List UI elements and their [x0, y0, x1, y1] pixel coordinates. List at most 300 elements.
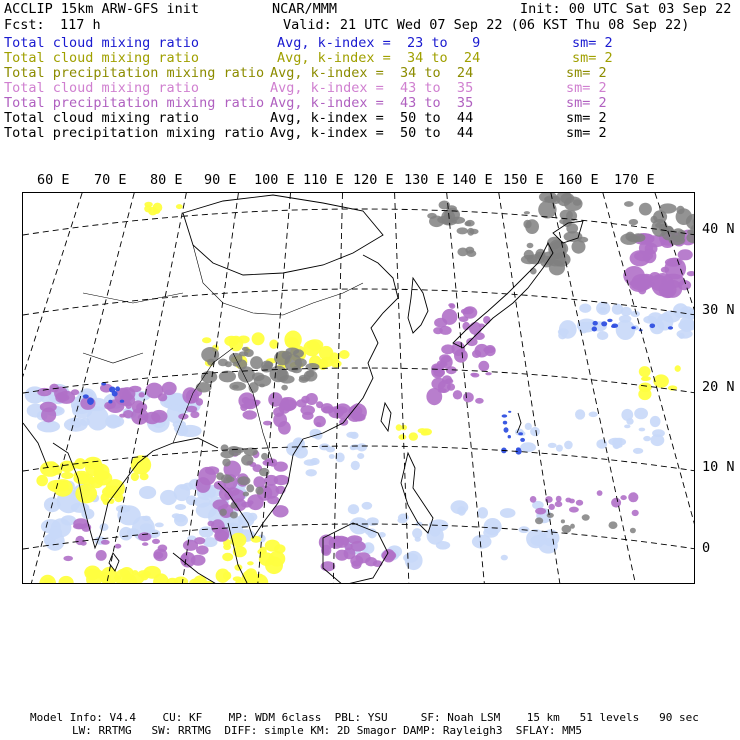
- legend-field: Total cloud mixing ratio: [4, 50, 200, 66]
- upper-cloud-region: [632, 510, 639, 516]
- low-cloud-region: [634, 408, 648, 420]
- low-cloud-region: [612, 304, 623, 315]
- high-cloud-region: [582, 514, 590, 520]
- upper-cloud-region: [162, 382, 177, 395]
- legend-avg: Avg, k-index = 50 to 44: [270, 125, 474, 141]
- low-cloud-core: [607, 319, 612, 322]
- high-cloud-region: [441, 210, 455, 225]
- mid-cloud-region: [639, 366, 651, 377]
- high-cloud-region: [241, 455, 253, 466]
- upper-cloud-region: [138, 532, 151, 541]
- legend-avg: Avg, k-index = 43 to 35: [270, 80, 474, 96]
- mid-cloud-region: [222, 553, 233, 561]
- upper-cloud-region: [483, 316, 490, 324]
- latitude-line: [23, 209, 695, 235]
- map-panel: [22, 192, 695, 584]
- legend-field: Total precipitation mixing ratio: [4, 65, 265, 81]
- mid-cloud-region: [91, 477, 104, 488]
- upper-cloud-region: [448, 303, 454, 307]
- upper-cloud-region: [535, 508, 546, 515]
- mid-cloud-region: [61, 472, 73, 479]
- low-cloud-region: [155, 523, 164, 528]
- low-cloud-region: [633, 448, 643, 454]
- high-cloud-region: [535, 517, 543, 524]
- upper-cloud-region: [142, 542, 148, 546]
- model-info-line2: LW: RRTMG SW: RRTMG DIFF: simple KM: 2D Smagor DAMP: Rayleigh3 SFLAY: MM5: [72, 724, 582, 737]
- low-cloud-region: [621, 409, 633, 421]
- coastline: [408, 278, 428, 333]
- legend-field: Total cloud mixing ratio: [4, 35, 200, 51]
- low-cloud-region: [613, 443, 623, 448]
- mid-cloud-region: [137, 570, 150, 578]
- high-cloud-region: [216, 472, 224, 480]
- mid-cloud-region: [320, 364, 326, 370]
- low-cloud-core: [508, 411, 511, 413]
- upper-cloud-region: [352, 413, 365, 421]
- low-cloud-region: [174, 425, 188, 433]
- upper-cloud-region: [190, 411, 199, 418]
- high-cloud-region: [624, 201, 634, 207]
- high-cloud-region: [653, 210, 667, 223]
- legend-field: Total precipitation mixing ratio: [4, 125, 265, 141]
- upper-cloud-region: [273, 407, 284, 417]
- low-cloud-core: [593, 321, 598, 326]
- longitude-label: 110 E: [303, 172, 344, 188]
- high-cloud-region: [220, 509, 227, 516]
- upper-cloud-region: [123, 410, 133, 418]
- low-cloud-region: [286, 442, 300, 456]
- legend-sm: sm= 2: [566, 95, 607, 111]
- mid-cloud-region: [216, 569, 230, 583]
- coastline: [183, 195, 383, 275]
- mid-cloud-region: [675, 365, 681, 372]
- low-cloud-core: [612, 324, 619, 328]
- low-cloud-region: [183, 483, 194, 491]
- low-cloud-core: [108, 400, 112, 404]
- upper-cloud-region: [569, 499, 575, 504]
- low-cloud-region: [598, 307, 607, 313]
- upper-cloud-region: [662, 280, 682, 298]
- upper-cloud-region: [80, 541, 86, 546]
- low-cloud-region: [367, 517, 379, 526]
- high-cloud-region: [625, 232, 634, 241]
- map-canvas: [23, 193, 695, 584]
- longitude-label: 90 E: [204, 172, 237, 188]
- low-cloud-region: [650, 416, 661, 427]
- mid-cloud-region: [252, 332, 265, 345]
- upper-cloud-region: [158, 393, 167, 401]
- upper-cloud-region: [453, 390, 462, 399]
- high-cloud-region: [196, 382, 212, 392]
- upper-cloud-region: [438, 380, 451, 393]
- low-cloud-core: [601, 321, 607, 326]
- mid-cloud-region: [284, 331, 301, 349]
- latitude-line: [23, 289, 695, 315]
- high-cloud-region: [469, 229, 478, 235]
- high-cloud-region: [465, 221, 472, 226]
- longitude-line: [551, 193, 636, 584]
- model-info-line1: Model Info: V4.4 CU: KF MP: WDM 6class PBL: YSU SF: Noah LSM 15 km 51 levels 90 sec: [30, 711, 699, 724]
- high-cloud-region: [232, 385, 239, 389]
- low-cloud-region: [310, 458, 320, 465]
- latitude-label: 20 N: [702, 379, 735, 395]
- high-cloud-region: [226, 477, 235, 482]
- mid-cloud-region: [653, 374, 669, 387]
- low-cloud-region: [579, 304, 591, 313]
- upper-cloud-region: [597, 490, 603, 496]
- mid-cloud-region: [409, 432, 418, 440]
- mid-cloud-region: [114, 493, 123, 502]
- legend-sm: sm= 2: [566, 110, 607, 126]
- mid-cloud-region: [265, 540, 280, 552]
- low-cloud-region: [484, 518, 502, 535]
- upper-cloud-region: [365, 557, 377, 566]
- upper-cloud-region: [631, 279, 652, 291]
- mid-cloud-region: [401, 425, 407, 431]
- mid-cloud-region: [84, 457, 101, 470]
- longitude-label: 60 E: [37, 172, 70, 188]
- mid-cloud-region: [193, 575, 207, 584]
- upper-cloud-region: [530, 496, 537, 503]
- low-cloud-region: [558, 331, 567, 339]
- valid-time: Valid: 21 UTC Wed 07 Sep 22 (06 KST Thu 08 Sep 22): [283, 17, 690, 33]
- low-cloud-core: [502, 414, 508, 417]
- high-cloud-region: [467, 250, 477, 257]
- legend-avg: Avg, k-index = 50 to 44: [270, 110, 474, 126]
- low-cloud-region: [564, 441, 573, 450]
- upper-cloud-region: [545, 496, 553, 503]
- high-cloud-region: [457, 227, 468, 234]
- upper-cloud-region: [347, 535, 362, 544]
- upper-cloud-region: [334, 403, 351, 419]
- upper-cloud-region: [37, 388, 51, 396]
- mid-cloud-region: [639, 383, 652, 393]
- mid-cloud-region: [641, 377, 649, 381]
- upper-cloud-region: [158, 545, 168, 552]
- mid-cloud-region: [247, 561, 254, 565]
- low-cloud-core: [87, 398, 94, 405]
- longitude-label: 140 E: [452, 172, 493, 188]
- upper-cloud-region: [152, 539, 160, 544]
- high-cloud-region: [521, 255, 538, 264]
- low-cloud-region: [651, 434, 665, 446]
- low-cloud-region: [306, 469, 317, 476]
- low-cloud-region: [457, 506, 466, 516]
- upper-cloud-region: [549, 504, 555, 510]
- longitude-label: 130 E: [404, 172, 445, 188]
- upper-cloud-region: [470, 373, 476, 377]
- low-cloud-region: [81, 509, 94, 520]
- mid-cloud-region: [339, 350, 350, 359]
- upper-cloud-region: [329, 536, 344, 549]
- upper-cloud-region: [306, 393, 318, 405]
- low-cloud-region: [597, 331, 608, 340]
- upper-cloud-region: [151, 410, 167, 423]
- high-cloud-region: [687, 230, 694, 235]
- low-cloud-region: [326, 446, 335, 452]
- upper-cloud-region: [125, 402, 132, 409]
- low-cloud-core: [83, 394, 89, 398]
- low-cloud-region: [501, 555, 508, 561]
- upper-cloud-region: [278, 421, 291, 435]
- high-cloud-region: [564, 197, 583, 212]
- low-cloud-core: [115, 386, 120, 391]
- longitude-label: 100 E: [254, 172, 295, 188]
- low-cloud-core: [503, 421, 507, 425]
- latitude-label: 40 N: [702, 221, 735, 237]
- legend-avg: Avg, k-index = 34 to 24: [277, 50, 481, 66]
- init-time: Init: 00 UTC Sat 03 Sep 22: [520, 1, 732, 17]
- longitude-label: 160 E: [558, 172, 599, 188]
- high-cloud-region: [299, 375, 311, 381]
- low-cloud-region: [362, 502, 373, 510]
- upper-cloud-region: [274, 462, 288, 472]
- upper-cloud-region: [576, 500, 583, 506]
- high-cloud-region: [630, 528, 636, 534]
- legend-sm: sm= 2: [572, 35, 613, 51]
- upper-cloud-region: [611, 498, 621, 508]
- high-cloud-region: [237, 476, 250, 485]
- high-cloud-region: [230, 512, 238, 519]
- longitude-label: 120 E: [353, 172, 394, 188]
- low-cloud-region: [49, 527, 62, 540]
- high-cloud-region: [524, 211, 530, 214]
- high-cloud-region: [222, 459, 230, 467]
- low-cloud-core: [631, 326, 636, 329]
- low-cloud-region: [525, 423, 532, 430]
- low-cloud-region: [351, 461, 360, 470]
- high-cloud-region: [281, 385, 288, 391]
- high-cloud-region: [242, 347, 249, 351]
- mid-cloud-region: [131, 455, 151, 474]
- upper-cloud-region: [284, 399, 297, 410]
- low-cloud-region: [624, 425, 630, 429]
- upper-cloud-region: [71, 389, 79, 395]
- upper-cloud-region: [73, 518, 89, 529]
- upper-cloud-region: [475, 398, 484, 404]
- upper-cloud-region: [351, 560, 361, 569]
- fcst-label: Fcst:: [4, 17, 45, 33]
- upper-cloud-region: [101, 540, 110, 545]
- upper-cloud-region: [461, 309, 470, 315]
- upper-cloud-region: [478, 361, 489, 372]
- latitude-label: 0: [702, 540, 711, 556]
- upper-cloud-region: [437, 361, 446, 368]
- upper-cloud-region: [138, 414, 148, 420]
- low-cloud-core: [650, 324, 656, 329]
- upper-cloud-region: [433, 327, 443, 334]
- upper-cloud-region: [382, 549, 395, 562]
- high-cloud-region: [306, 363, 320, 371]
- low-cloud-core: [120, 400, 124, 403]
- high-cloud-region: [220, 451, 234, 459]
- high-cloud-region: [527, 243, 534, 248]
- upper-cloud-region: [96, 550, 107, 561]
- legend-sm: sm= 2: [566, 125, 607, 141]
- low-cloud-region: [472, 535, 492, 549]
- high-cloud-region: [250, 356, 263, 369]
- low-cloud-core: [592, 327, 597, 332]
- low-cloud-core: [504, 427, 509, 432]
- high-cloud-region: [243, 492, 249, 497]
- upper-cloud-region: [643, 249, 657, 264]
- legend-field: Total precipitation mixing ratio: [4, 95, 265, 111]
- mid-cloud-region: [245, 568, 257, 580]
- upper-cloud-region: [296, 399, 307, 407]
- high-cloud-region: [561, 519, 565, 523]
- high-cloud-region: [540, 256, 553, 268]
- center-label: NCAR/MMM: [272, 1, 338, 17]
- upper-cloud-region: [302, 412, 314, 420]
- high-cloud-region: [291, 366, 302, 373]
- legend-avg: Avg, k-index = 34 to 24: [270, 65, 474, 81]
- upper-cloud-region: [665, 258, 687, 280]
- low-cloud-region: [575, 409, 585, 419]
- country-border: [83, 353, 143, 363]
- country-border: [83, 293, 183, 303]
- longitude-label: 150 E: [503, 172, 544, 188]
- mid-cloud-region: [176, 204, 183, 209]
- upper-cloud-region: [628, 492, 638, 502]
- mid-cloud-region: [230, 533, 246, 547]
- mid-cloud-region: [59, 576, 74, 584]
- low-cloud-region: [105, 414, 120, 428]
- upper-cloud-region: [119, 387, 135, 400]
- low-cloud-region: [247, 513, 257, 521]
- legend-sm: sm= 2: [572, 50, 613, 66]
- mid-cloud-region: [224, 336, 238, 347]
- mid-cloud-region: [202, 337, 211, 343]
- fcst-value: 117 h: [60, 17, 101, 33]
- low-cloud-region: [680, 306, 694, 318]
- country-border: [193, 245, 363, 315]
- upper-cloud-region: [263, 421, 272, 426]
- low-cloud-core: [112, 391, 118, 397]
- latitude-label: 10 N: [702, 459, 735, 475]
- mid-cloud-region: [398, 434, 406, 440]
- high-cloud-region: [282, 351, 292, 360]
- upper-cloud-region: [620, 495, 626, 500]
- high-cloud-region: [530, 268, 537, 275]
- legend-avg: Avg, k-index = 43 to 35: [270, 95, 474, 111]
- low-cloud-region: [500, 508, 516, 518]
- upper-cloud-region: [240, 404, 247, 411]
- high-cloud-region: [655, 223, 662, 228]
- low-cloud-region: [174, 514, 188, 526]
- low-cloud-region: [367, 528, 377, 538]
- low-cloud-core: [518, 432, 523, 435]
- mid-cloud-region: [303, 340, 320, 356]
- low-cloud-region: [175, 504, 186, 510]
- upper-cloud-region: [687, 271, 695, 276]
- low-cloud-region: [616, 320, 635, 340]
- upper-cloud-region: [434, 318, 447, 328]
- upper-cloud-region: [63, 556, 73, 561]
- low-cloud-region: [348, 504, 359, 514]
- mid-cloud-region: [265, 557, 283, 575]
- low-cloud-region: [643, 436, 651, 441]
- low-cloud-region: [100, 523, 109, 531]
- low-cloud-region: [116, 505, 131, 513]
- mid-cloud-region: [269, 340, 278, 349]
- longitude-label: 170 E: [614, 172, 655, 188]
- high-cloud-region: [639, 203, 652, 216]
- high-cloud-region: [523, 220, 531, 229]
- model-title: ACCLIP 15km ARW-GFS init: [4, 1, 200, 17]
- upper-cloud-region: [196, 398, 203, 406]
- upper-cloud-region: [650, 272, 661, 280]
- legend-avg: Avg, k-index = 23 to 9: [277, 35, 481, 51]
- high-cloud-region: [276, 369, 289, 382]
- low-cloud-region: [403, 553, 418, 563]
- upper-cloud-region: [321, 403, 333, 413]
- low-cloud-region: [139, 486, 156, 499]
- low-cloud-region: [530, 427, 540, 436]
- low-cloud-region: [346, 432, 356, 438]
- low-cloud-region: [329, 454, 335, 459]
- upper-cloud-region: [485, 372, 491, 375]
- longitude-label: 70 E: [94, 172, 127, 188]
- upper-cloud-region: [344, 543, 352, 550]
- upper-cloud-region: [196, 545, 209, 554]
- upper-cloud-region: [230, 489, 246, 502]
- low-cloud-region: [539, 532, 547, 541]
- low-cloud-region: [619, 315, 632, 323]
- low-cloud-region: [589, 412, 598, 418]
- high-cloud-region: [562, 525, 572, 533]
- upper-cloud-region: [463, 392, 474, 402]
- low-cloud-region: [556, 445, 563, 452]
- upper-cloud-region: [243, 410, 257, 419]
- low-cloud-region: [412, 528, 422, 538]
- longitude-line: [333, 193, 342, 584]
- mid-cloud-region: [36, 475, 48, 486]
- low-cloud-region: [639, 428, 646, 432]
- legend-sm: sm= 2: [566, 80, 607, 96]
- high-cloud-region: [218, 359, 228, 367]
- mid-cloud-region: [424, 428, 428, 430]
- mid-cloud-region: [120, 567, 134, 579]
- mid-cloud-region: [421, 431, 429, 435]
- legend-sm: sm= 2: [566, 65, 607, 81]
- high-cloud-region: [547, 513, 554, 518]
- high-cloud-region: [252, 372, 265, 381]
- upper-cloud-region: [475, 344, 490, 358]
- high-cloud-region: [629, 219, 638, 225]
- high-cloud-region: [538, 201, 556, 219]
- mid-cloud-region: [238, 336, 250, 344]
- upper-cloud-region: [462, 322, 470, 330]
- upper-cloud-region: [314, 416, 326, 427]
- high-cloud-region: [255, 487, 263, 495]
- latitude-label: 30 N: [702, 302, 735, 318]
- low-cloud-region: [186, 495, 197, 505]
- low-cloud-core: [508, 435, 511, 438]
- low-cloud-core: [668, 326, 673, 329]
- upper-cloud-region: [139, 392, 145, 397]
- high-cloud-region: [232, 447, 244, 453]
- legend-field: Total cloud mixing ratio: [4, 110, 200, 126]
- high-cloud-region: [259, 468, 269, 476]
- high-cloud-region: [609, 521, 618, 529]
- low-cloud-region: [357, 443, 367, 451]
- upper-cloud-region: [555, 501, 563, 507]
- mid-cloud-region: [144, 205, 152, 212]
- longitude-line: [395, 193, 409, 584]
- high-cloud-region: [261, 453, 268, 460]
- high-cloud-region: [261, 365, 273, 373]
- upper-cloud-region: [198, 467, 216, 485]
